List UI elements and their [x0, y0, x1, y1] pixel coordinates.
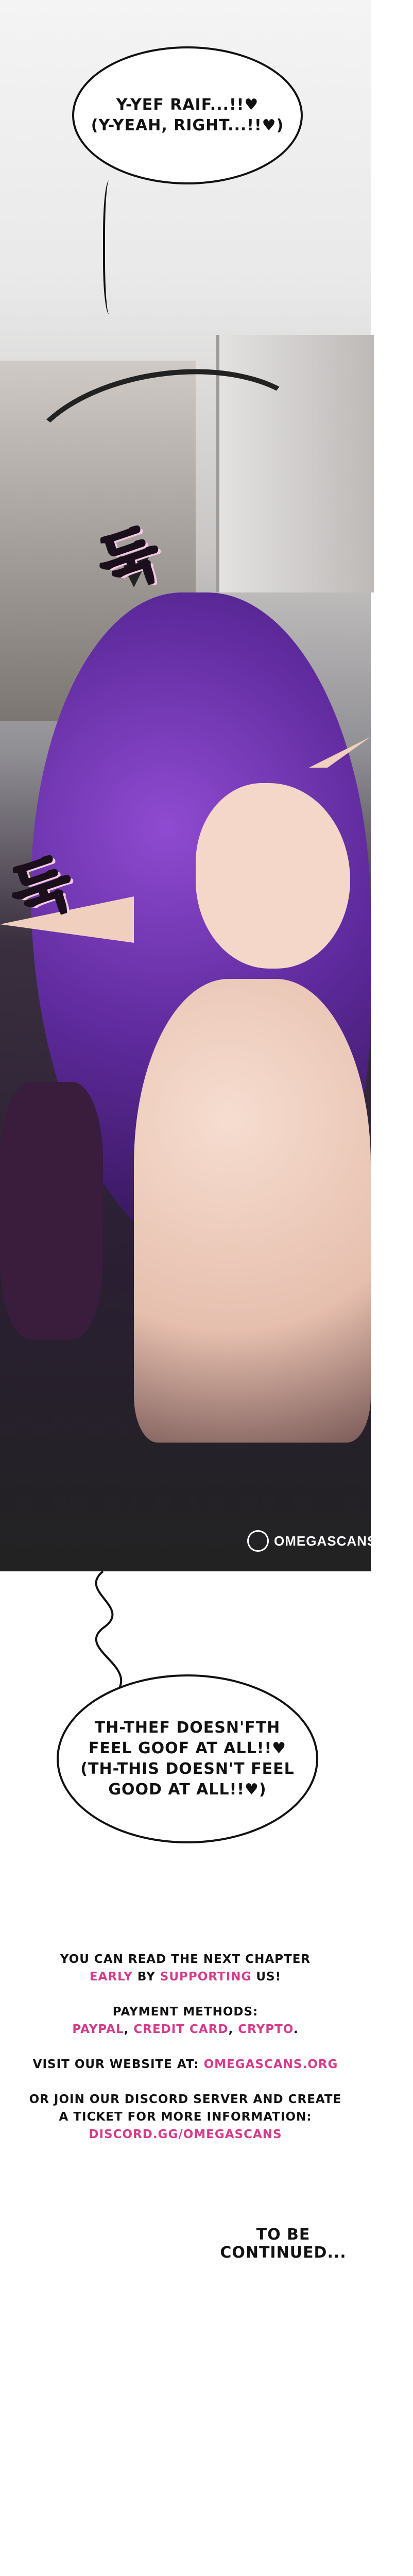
comic-panel-2	[0, 1571, 371, 1855]
credits-line: YOU CAN READ THE NEXT CHAPTER	[60, 1953, 311, 1966]
omega-logo-icon	[247, 1530, 269, 1552]
bubble-text-line: TH-THEF DOESN'FTH	[94, 1719, 281, 1737]
watermark-text: OMEGASCANS.ORG	[274, 1533, 413, 1549]
credits-line	[0, 1970, 371, 1984]
visit-line	[0, 2058, 371, 2071]
payment-methods: PAYPAL, CREDIT CARD, CRYPTO.	[72, 2023, 299, 2036]
character-body	[134, 979, 371, 1443]
visit-label: VISIT OUR WEBSITE AT:	[32, 2058, 204, 2071]
bubble-text-line: (TH-THIS DOESN'T FEEL	[80, 1760, 295, 1778]
bubble-tail	[103, 180, 118, 314]
supporting-highlight: SUPPORTING	[160, 1970, 252, 1984]
payment-crypto-link[interactable]: CRYPTO	[238, 2023, 294, 2036]
payment-paypal-link[interactable]: PAYPAL	[72, 2023, 124, 2036]
bubble-text-line: GOOD AT ALL!!♥)	[108, 1781, 267, 1799]
discord-line: OR JOIN OUR DISCORD SERVER AND CREATE	[29, 2093, 342, 2106]
discord-line: A TICKET FOR MORE INFORMATION:	[59, 2110, 312, 2124]
credits-text: US!	[251, 1970, 282, 1984]
credits-section	[0, 1855, 371, 2576]
discord-link[interactable]: DISCORD.GG/OMEGASCANS	[89, 2128, 282, 2141]
sfx-text: 둑	[90, 516, 169, 603]
payment-card-link[interactable]: CREDIT CARD	[133, 2023, 229, 2036]
speech-bubble-1	[72, 46, 303, 184]
bubble-text-line: Y-YEF RAIF...!!♥	[116, 96, 259, 114]
bubble-text-line: FEEL GOOF AT ALL!!♥	[88, 1739, 287, 1757]
website-link[interactable]: OMEGASCANS.ORG	[203, 2058, 338, 2071]
credits-text: BY	[132, 1970, 160, 1984]
bubble-text-line: (Y-YEAH, RIGHT...!!♥)	[91, 116, 284, 134]
speech-bubble-2	[57, 1674, 318, 1843]
payment-label: PAYMENT METHODS:	[112, 2005, 259, 2019]
sfx-text: 둑	[2, 845, 81, 933]
early-highlight: EARLY	[89, 1970, 133, 1984]
to-be-continued: TO BE CONTINUED...	[220, 2226, 347, 2262]
watermark	[247, 1530, 413, 1552]
clothing-piece	[0, 1082, 103, 1340]
